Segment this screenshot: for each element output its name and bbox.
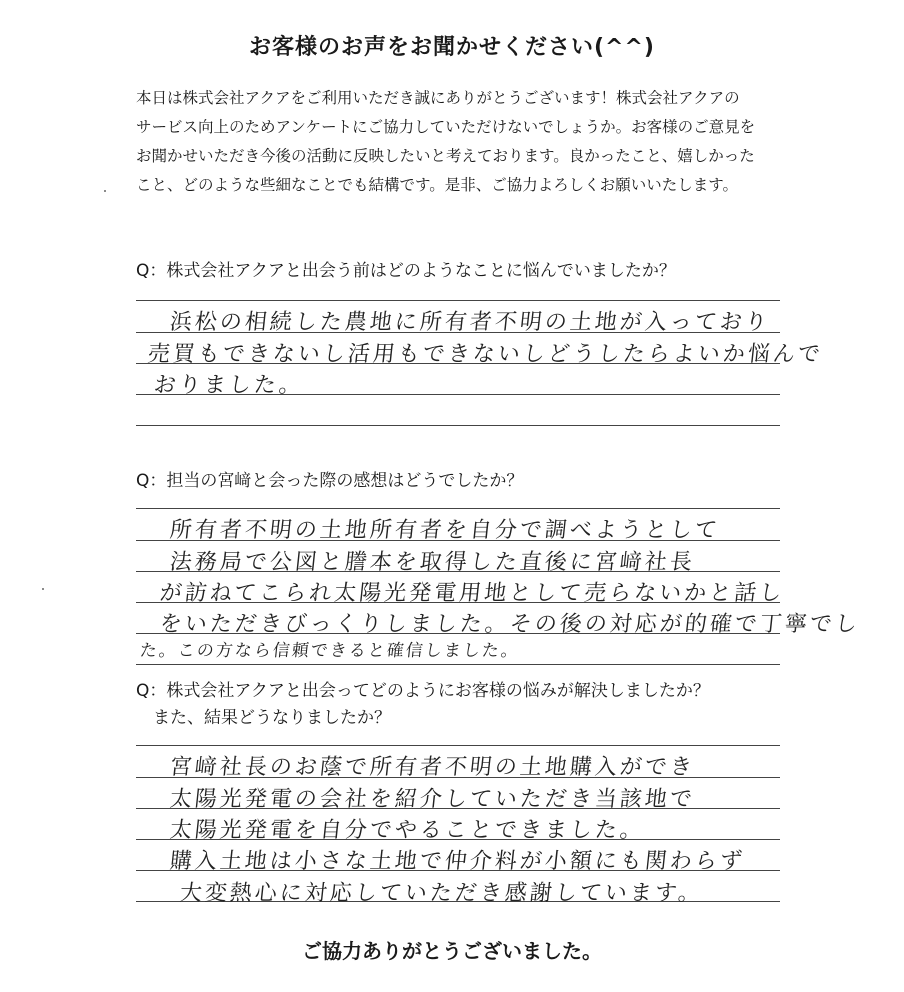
- question-1: Q：株式会社アクアと出会う前はどのようなことに悩んでいましたか？: [136, 261, 676, 281]
- scan-speck: [104, 190, 106, 192]
- intro-line: こと、どのような些細なことでも結構です。是非、ご協力よろしくお願いいたします。: [136, 176, 739, 194]
- ruled-line: [136, 745, 780, 746]
- intro-line: お聞かせいただき今後の活動に反映したいと考えております。良かったこと、嬉しかった: [136, 147, 755, 165]
- answer-line: 購入土地は小さな土地で仲介料が小額にも関わらず: [168, 849, 747, 874]
- closing-message: ご協力ありがとうございました。: [302, 939, 602, 963]
- answer-line: をいただきびっくりしました。その後の対応が的確で丁寧でし: [158, 612, 862, 637]
- answer-line: た。この方なら信頼できると確信しました。: [138, 641, 521, 661]
- ruled-line: [136, 664, 780, 665]
- answer-line: 法務局で公図と謄本を取得した直後に宮﨑社長: [168, 550, 697, 575]
- survey-title: お客様のお声をお聞かせください(^^): [249, 35, 655, 60]
- question-3-sub: また、結果どうなりましたか？: [136, 708, 391, 728]
- ruled-line: [136, 425, 780, 426]
- answer-line: 太陽光発電の会社を紹介していただき当該地で: [168, 787, 697, 812]
- scan-speck: [42, 588, 44, 590]
- intro-paragraph: [136, 84, 786, 200]
- answer-line: 宮﨑社長のお蔭で所有者不明の土地購入ができ: [168, 755, 697, 780]
- answer-line: おりました。: [152, 373, 306, 398]
- answer-line: 浜松の相続した農地に所有者不明の土地が入っており: [168, 310, 772, 335]
- ruled-line: [136, 300, 780, 301]
- answer-line: 所有者不明の土地所有者を自分で調べようとして: [168, 518, 722, 543]
- intro-line: サービス向上のためアンケートにご協力していただけないでしょうか。お客様のご意見を: [136, 118, 756, 136]
- answer-line: 売買もできないし活用もできないしどうしたらよいか悩んで: [146, 342, 825, 367]
- answer-line: が訪ねてこられ太陽光発電用地として売らないかと話し: [158, 581, 786, 606]
- question-3: Q：株式会社アクアと出会ってどのようにお客様の悩みが解決しましたか？: [136, 681, 710, 701]
- ruled-line: [136, 508, 780, 509]
- answer-line: 太陽光発電を自分でやることできました。: [168, 818, 647, 843]
- answer-line: 大変熱心に対応していただき感謝しています。: [178, 881, 705, 906]
- intro-line: 本日は株式会社アクアをご利用いただき誠にありがとうございます！株式会社アクアの: [136, 89, 740, 107]
- question-2: Q：担当の宮﨑と会った際の感想はどうでしたか？: [136, 471, 524, 491]
